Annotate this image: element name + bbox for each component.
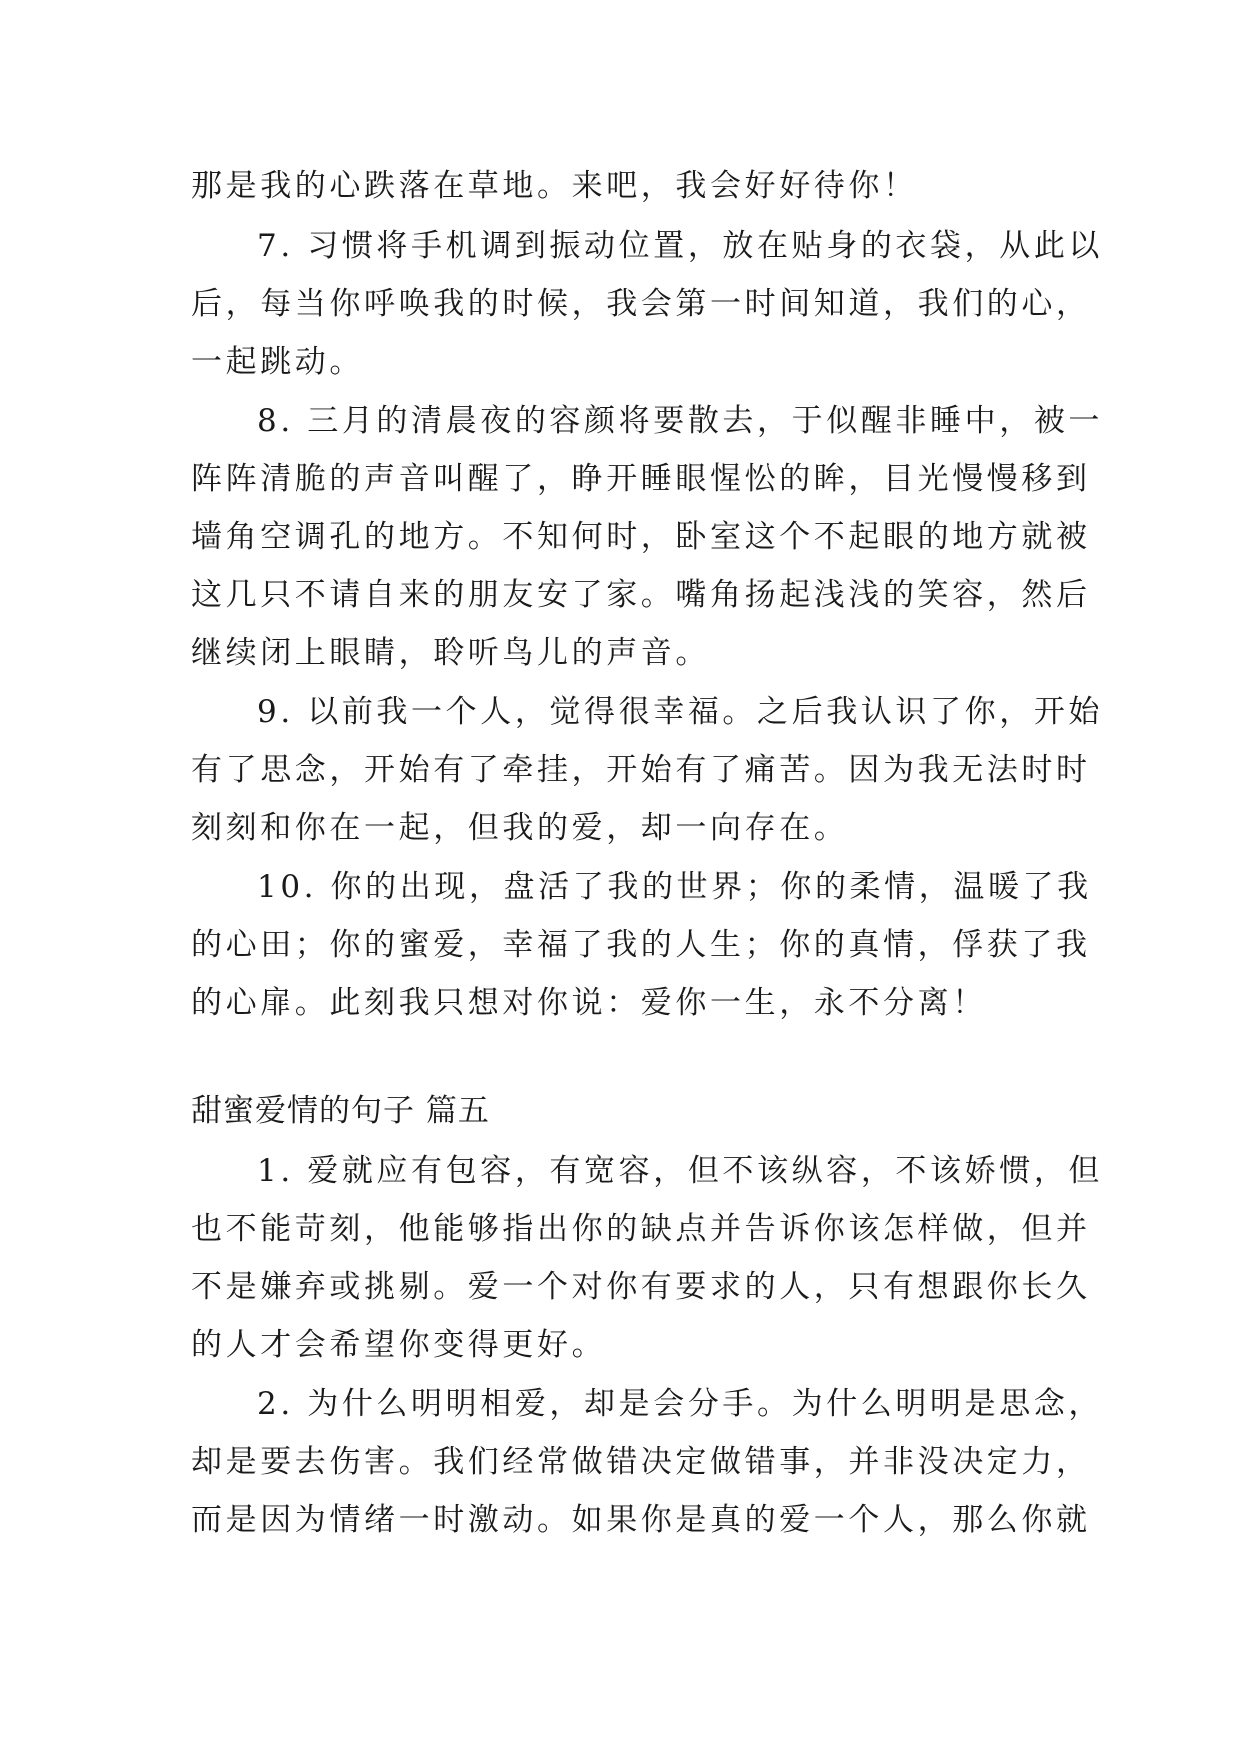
paragraph-first-line: 2. 为什么明明相爱，却是会分手。为什么明明是思念， [257, 1386, 1104, 1422]
paragraph-first-line: 9. 以前我一个人，觉得很幸福。之后我认识了你，开始 [257, 694, 1104, 730]
text-line: 却是要去伤害。我们经常做错决定做错事，并非没决定力， [191, 1444, 1091, 1480]
text-line: 的人才会希望你变得更好。 [191, 1327, 607, 1363]
paragraph-first-line: 10. 你的出现，盘活了我的世界；你的柔情，温暖了我 [257, 869, 1092, 905]
paragraph-first-line: 7. 习惯将手机调到振动位置，放在贴身的衣袋，从此以 [257, 228, 1104, 264]
text-line: 后，每当你呼唤我的时候，我会第一时间知道，我们的心， [191, 286, 1091, 322]
text-line: 不是嫌弃或挑剔。爱一个对你有要求的人，只有想跟你长久 [191, 1269, 1091, 1305]
text-line: 墙角空调孔的地方。不知何时，卧室这个不起眼的地方就被 [191, 519, 1091, 555]
text-line: 那是我的心跌落在草地。来吧，我会好好待你！ [191, 168, 918, 204]
paragraph-first-line: 8. 三月的清晨夜的容颜将要散去，于似醒非睡中，被一 [257, 403, 1104, 439]
text-line: 继续闭上眼睛，聆听鸟儿的声音。 [191, 635, 710, 671]
paragraph-first-line: 1. 爱就应有包容，有宽容，但不该纵容，不该娇惯，但 [257, 1153, 1104, 1189]
text-line: 的心田；你的蜜爱，幸福了我的人生；你的真情，俘获了我 [191, 927, 1091, 963]
text-line: 刻刻和你在一起，但我的爱，却一向存在。 [191, 810, 849, 846]
text-line: 这几只不请自来的朋友安了家。嘴角扬起浅浅的笑容，然后 [191, 577, 1091, 613]
text-line: 有了思念，开始有了牵挂，开始有了痛苦。因为我无法时时 [191, 752, 1091, 788]
text-line: 一起跳动。 [191, 344, 364, 380]
text-line: 阵阵清脆的声音叫醒了，睁开睡眼惺忪的眸，目光慢慢移到 [191, 461, 1091, 497]
section-heading: 甜蜜爱情的句子 篇五 [191, 1093, 490, 1129]
text-line: 也不能苛刻，他能够指出你的缺点并告诉你该怎样做，但并 [191, 1211, 1091, 1247]
text-line: 的心扉。此刻我只想对你说：爱你一生，永不分离！ [191, 985, 987, 1021]
text-line: 而是因为情绪一时激动。如果你是真的爱一个人，那么你就 [191, 1502, 1091, 1538]
